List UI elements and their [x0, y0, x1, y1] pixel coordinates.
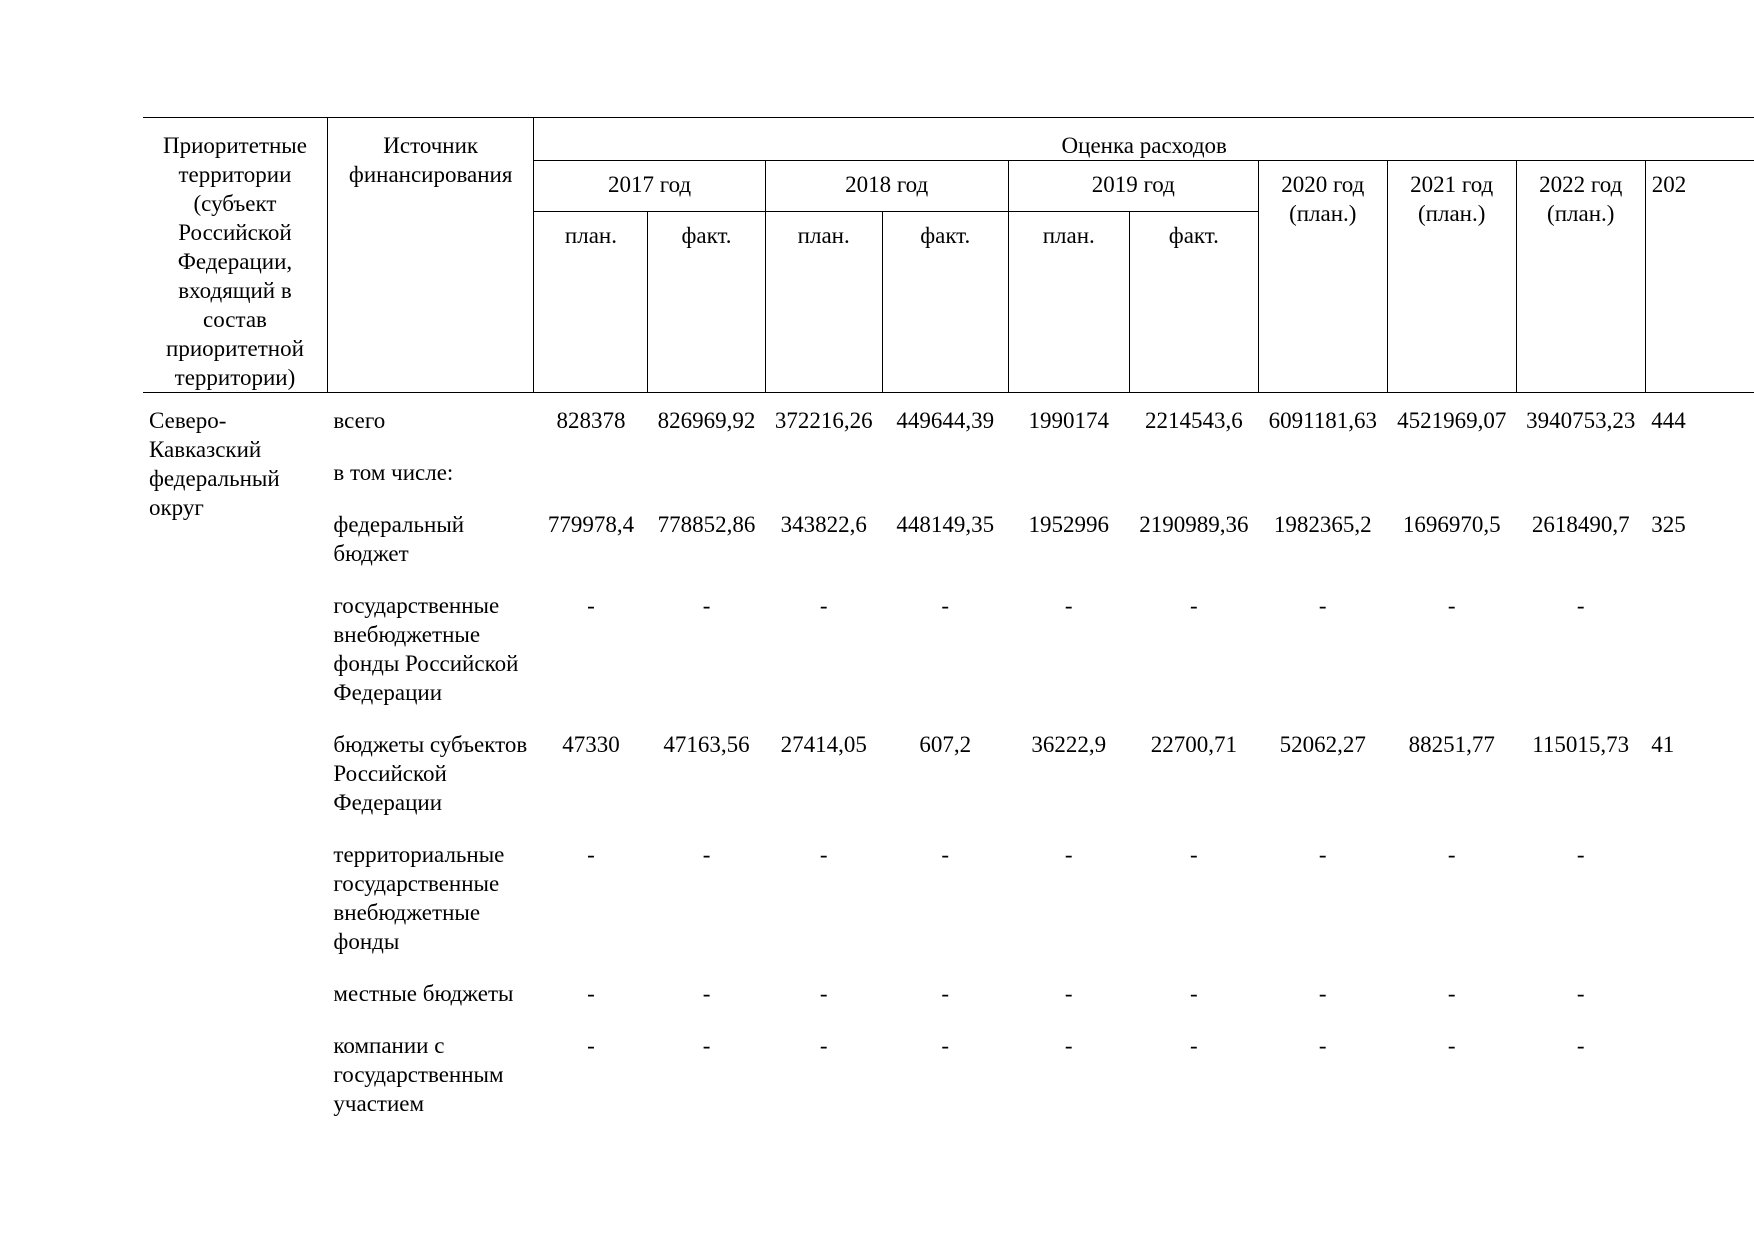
value-cell: - [1447, 593, 1456, 618]
value-cell: - [702, 842, 711, 867]
value-cell: - [1447, 981, 1456, 1006]
header-year-2018: 2018 год [765, 161, 1008, 212]
value-cell [1645, 577, 1754, 716]
value-cell: - [1318, 981, 1327, 1006]
value-cell: 828378 [556, 408, 626, 433]
value-cell: 1982365,2 [1273, 512, 1372, 537]
source-cell: местные бюджеты [333, 981, 514, 1006]
region-name: Северо-Кавказский федеральный округ [149, 408, 280, 520]
value-cell: - [702, 981, 711, 1006]
value-cell: 325 [1651, 512, 1686, 537]
value-cell: - [1190, 1033, 1198, 1058]
value-cell: 1990174 [1028, 408, 1109, 433]
source-cell: всего [333, 408, 386, 433]
value-cell [1645, 965, 1754, 1017]
value-cell: - [941, 593, 950, 618]
value-cell [1645, 826, 1754, 965]
header-year-2021-plan: 2021 год (план.) [1387, 161, 1516, 393]
value-cell: - [587, 593, 595, 618]
source-cell: в том числе: [333, 460, 454, 485]
value-cell: 449644,39 [896, 408, 995, 433]
value-cell [765, 444, 882, 496]
table-row [143, 444, 1754, 496]
table-row [143, 577, 1754, 716]
value-cell [882, 444, 1008, 496]
value-cell: - [1576, 842, 1585, 867]
value-cell: 27414,05 [780, 732, 867, 757]
value-cell: - [1064, 842, 1073, 867]
value-cell: - [1190, 981, 1198, 1006]
value-cell: 47330 [562, 732, 620, 757]
value-cell: - [941, 981, 950, 1006]
value-cell: - [1576, 1033, 1585, 1058]
value-cell [1387, 444, 1516, 496]
source-cell: бюджеты субъектов Российской Федерации [333, 732, 528, 815]
header-year-2017: 2017 год [534, 161, 765, 212]
table-row [143, 393, 1754, 445]
value-cell: - [702, 593, 711, 618]
value-cell: - [1447, 842, 1456, 867]
source-cell: компании с государственным участием [333, 1033, 504, 1116]
value-cell: - [1318, 593, 1327, 618]
value-cell: 448149,35 [896, 512, 995, 537]
header-territory: Приоритетные территории (субъект Российской Федерации, входящий в состав приоритетной территории) [143, 118, 327, 393]
value-cell [1129, 444, 1258, 496]
value-cell: 2190989,36 [1139, 512, 1249, 537]
value-cell: - [1064, 981, 1073, 1006]
value-cell [1008, 444, 1129, 496]
value-cell: 2214543,6 [1144, 408, 1243, 433]
value-cell: - [1064, 1033, 1073, 1058]
value-cell: - [819, 842, 828, 867]
value-cell: - [587, 842, 595, 867]
header-plan-2019: план. [1008, 212, 1129, 393]
value-cell: 115015,73 [1532, 732, 1630, 757]
value-cell: - [1064, 593, 1073, 618]
table-row [143, 716, 1754, 826]
value-cell: - [1190, 593, 1198, 618]
header-fact-2019: факт. [1129, 212, 1258, 393]
value-cell: 826969,92 [657, 408, 756, 433]
value-cell: 372216,26 [774, 408, 873, 433]
header-source: Источник финансирования [327, 118, 534, 393]
value-cell: 36222,9 [1031, 732, 1107, 757]
source-cell: территориальные государственные внебюджетные фонды [333, 842, 505, 954]
header-year-2022-plan: 2022 год (план.) [1516, 161, 1645, 393]
value-cell [1645, 444, 1754, 496]
source-cell: федеральный бюджет [333, 512, 465, 566]
value-cell: 88251,77 [1408, 732, 1495, 757]
value-cell: 47163,56 [663, 732, 750, 757]
value-cell: - [587, 981, 595, 1006]
value-cell: - [1576, 593, 1585, 618]
value-cell: - [1318, 842, 1327, 867]
value-cell [1516, 444, 1645, 496]
value-cell: - [587, 1033, 595, 1058]
value-cell: - [1576, 981, 1585, 1006]
value-cell: 4521969,07 [1397, 408, 1507, 433]
value-cell: - [941, 1033, 950, 1058]
header-year-2023-plan: 202 [1645, 161, 1754, 393]
value-cell: - [819, 981, 828, 1006]
table-row [143, 965, 1754, 1017]
value-cell: - [1318, 1033, 1327, 1058]
value-cell: 779978,4 [547, 512, 635, 537]
value-cell: - [819, 593, 828, 618]
header-estimate: Оценка расходов [534, 118, 1754, 161]
value-cell: 444 [1651, 408, 1686, 433]
value-cell: - [702, 1033, 711, 1058]
value-cell: 778852,86 [657, 512, 756, 537]
table-row [143, 496, 1754, 577]
value-cell: 343822,6 [780, 512, 867, 537]
value-cell: 22700,71 [1150, 732, 1237, 757]
value-cell [648, 444, 765, 496]
value-cell: - [1447, 1033, 1456, 1058]
header-fact-2018: факт. [882, 212, 1008, 393]
value-cell: 1696970,5 [1402, 512, 1501, 537]
value-cell: - [1190, 842, 1198, 867]
value-cell: 1952996 [1028, 512, 1109, 537]
source-cell: государственные внебюджетные фонды Российской Федерации [333, 593, 519, 705]
value-cell: - [819, 1033, 828, 1058]
value-cell: 41 [1651, 732, 1675, 757]
header-plan-2017: план. [534, 212, 648, 393]
value-cell [534, 444, 648, 496]
header-plan-2018: план. [765, 212, 882, 393]
value-cell: - [941, 842, 950, 867]
value-cell: 6091181,63 [1268, 408, 1377, 433]
value-cell: 2618490,7 [1531, 512, 1630, 537]
header-year-2019: 2019 год [1008, 161, 1258, 212]
header-year-2020-plan: 2020 год (план.) [1258, 161, 1387, 393]
table-row [143, 826, 1754, 965]
value-cell: 607,2 [919, 732, 972, 757]
table-body [143, 393, 1754, 1128]
value-cell [1645, 1017, 1754, 1127]
value-cell: 3940753,23 [1526, 408, 1636, 433]
expenditure-table [143, 117, 1754, 1127]
header-fact-2017: факт. [648, 212, 765, 393]
table-row [143, 1017, 1754, 1127]
value-cell: 52062,27 [1279, 732, 1366, 757]
value-cell [1258, 444, 1387, 496]
